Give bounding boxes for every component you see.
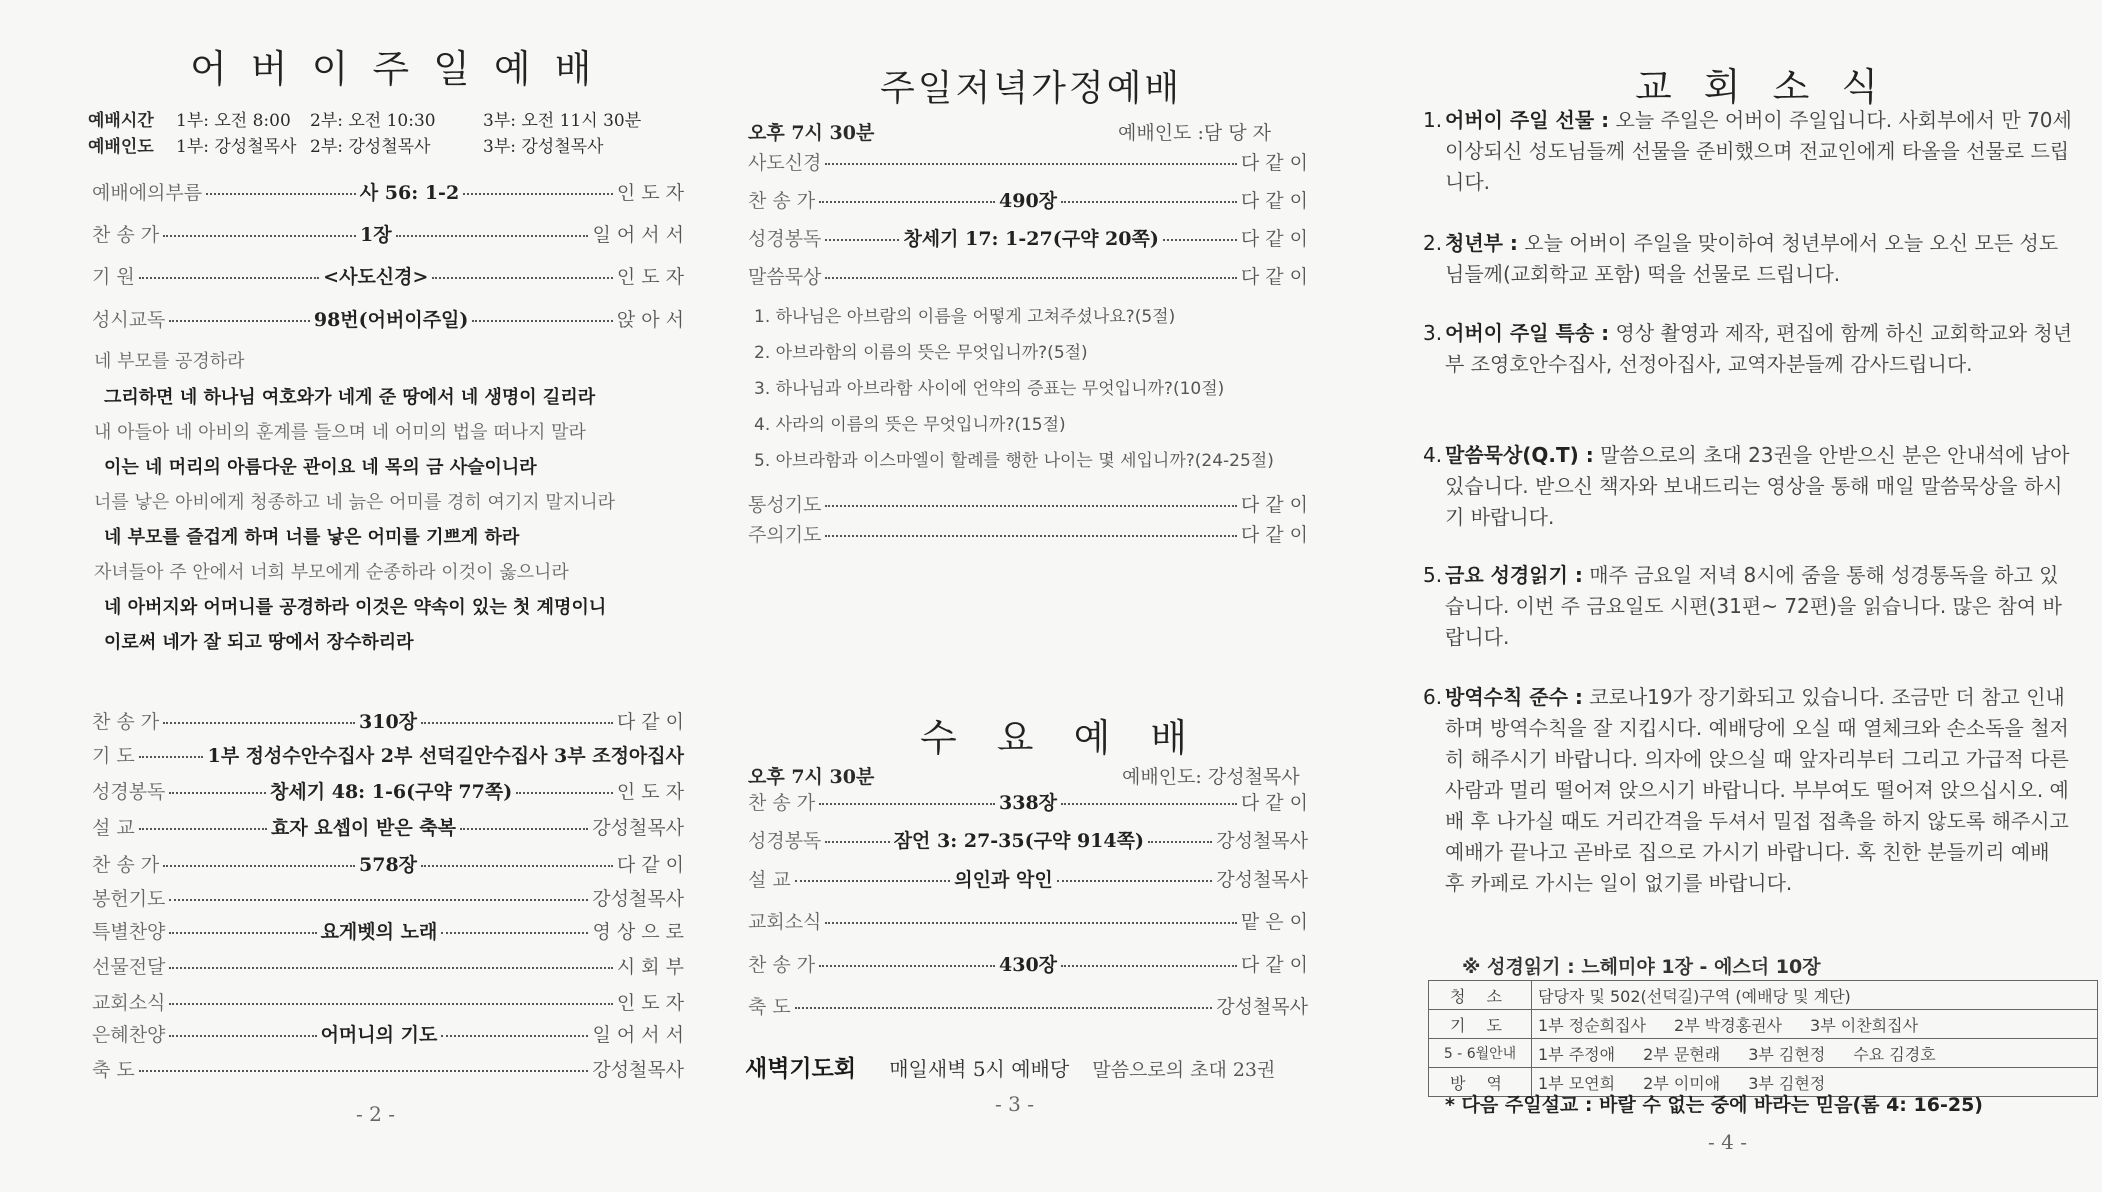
reading-line: 너를 낳은 아비에게 청종하고 네 늙은 어미를 경히 여기지 말지니라 <box>94 492 615 513</box>
duty-assignee: 3부 김현정 <box>1748 1073 1826 1093</box>
dot-leader <box>1061 201 1237 203</box>
order-assignee: 다 같 이 <box>616 854 685 876</box>
page-title: 어 버 이 주 일 예 배 <box>190 47 598 91</box>
leaders-label: 예배인도 <box>88 137 154 157</box>
dot-leader <box>825 535 1236 537</box>
page-3 <box>710 0 1350 1192</box>
order-label: 봉헌기도 <box>92 888 166 910</box>
news-body: 말씀으로의 초대 23권을 안받으신 분은 안내석에 남아 있습니다. 받으신 책자와 보내드리는 영상을 통해 매일 말씀묵상을 하시기 바랍니다. <box>1445 443 2070 529</box>
dot-leader <box>825 841 889 843</box>
order-row <box>92 988 684 1015</box>
news-number: 2. <box>1423 231 1443 255</box>
order-item: 1부 정성수안수집사 2부 선덕길안수집사 3부 조정아집사 <box>207 745 684 767</box>
order-assignee: 강성철목사 <box>592 888 684 910</box>
dot-leader <box>795 1007 1212 1009</box>
order-row <box>92 262 684 289</box>
order-assignee: 강성철목사 <box>592 817 684 839</box>
dot-leader <box>169 792 266 794</box>
news-body: 오늘 주일은 어버이 주일입니다. 사회부에서 만 70세 이상되신 성도님들께 선물을 준비했으며 전교인에게 타올을 선물로 드립니다. <box>1445 108 2072 194</box>
order-item: <사도신경> <box>323 266 429 288</box>
order-assignee: 강성철목사 <box>1216 830 1308 852</box>
order-assignee: 다 같 이 <box>1240 792 1309 814</box>
dot-leader <box>825 505 1236 507</box>
dot-leader <box>819 201 995 203</box>
dot-leader <box>825 277 1236 279</box>
time-1: 1부: 오전 8:00 <box>176 111 291 131</box>
order-label: 말씀묵상 <box>748 266 822 288</box>
dot-leader <box>1061 965 1237 967</box>
dot-leader <box>825 239 899 241</box>
news-body: 코로나19가 장기화되고 있습니다. 조금만 더 참고 인내하며 방역수칙을 잘 지킵시다. 예배당에 오실 때 열체크와 손소독을 철저히 해주시기 바랍니다. 의자에 앉으실 때 앞자리부터 그리고 가급적 다른 사람과 멀리 떨어져 앉으시기 바랍니다. 부부여도 떨어져 앉으십시오. 예배 후 나가실 때도 거리간격을 두셔서 밀접 접촉을 하지 않도록 해주시고 예배가 끝나고 곧바로 집으로 가시기 바랍니다. 혹 친한 분들끼리 예배 후 카페로 가시는 일이 없기를 바랍니다. <box>1445 685 2069 895</box>
order-label: 선물전달 <box>92 956 166 978</box>
order-row <box>92 884 684 911</box>
order-item: 어머니의 기도 <box>320 1024 438 1046</box>
question-item: 1. 하나님은 아브람의 이름을 어떻게 고쳐주셨나요?(5절) <box>754 307 1176 327</box>
dot-leader <box>169 932 316 934</box>
order-row <box>92 917 684 944</box>
order-assignee: 다 같 이 <box>1240 228 1308 250</box>
dot-leader <box>825 922 1236 924</box>
order-label: 찬 송 가 <box>748 792 816 814</box>
news-item <box>1423 440 2075 533</box>
order-row <box>92 707 684 734</box>
service-times <box>88 106 642 131</box>
duty-assignee: 1부 주정애 <box>1538 1044 1616 1064</box>
dot-leader <box>169 967 612 969</box>
news-body: 오늘 어버이 주일을 맞이하여 청년부에서 오늘 오신 모든 성도님들께(교회학교 포함) 떡을 선물로 드립니다. <box>1445 231 2059 286</box>
order-label: 성경봉독 <box>748 228 822 250</box>
dot-leader <box>516 792 613 794</box>
order-label: 교회소식 <box>748 911 822 933</box>
church-news-title: 교 회 소 식 <box>1635 65 1889 109</box>
dot-leader <box>441 932 588 934</box>
leader-3: 3부: 강성철목사 <box>483 137 604 157</box>
order-row <box>748 186 1308 213</box>
dot-leader <box>169 1003 612 1005</box>
time-3: 3부: 오전 11시 30분 <box>483 111 642 131</box>
order-label: 성시교독 <box>92 309 166 331</box>
duty-assignee: 담당자 및 502(선덕길)구역 (예배당 및 계단) <box>1538 986 1851 1006</box>
order-item: 요게벳의 노래 <box>320 921 438 943</box>
reading-line: 이로써 네가 잘 되고 땅에서 장수하리라 <box>104 632 414 653</box>
dot-leader <box>1148 841 1212 843</box>
news-item <box>1423 228 2075 290</box>
dot-leader <box>139 828 267 830</box>
dot-leader <box>139 277 319 279</box>
news-title: 어버이 주일 특송 : <box>1445 321 1610 345</box>
order-item: 효자 요셉이 받은 축복 <box>270 817 456 839</box>
order-row <box>748 224 1308 251</box>
order-assignee: 앉 아 서 <box>616 309 684 331</box>
dot-leader <box>472 320 612 322</box>
evening-time: 오후 7시 30분 <box>748 122 875 144</box>
wednesday-leader: 예배인도: 강성철목사 <box>1122 766 1300 788</box>
order-assignee: 맡 은 이 <box>1240 911 1308 933</box>
order-item: 310장 <box>359 711 418 733</box>
order-label: 찬 송 가 <box>92 224 160 246</box>
order-item: 578장 <box>359 854 418 876</box>
duty-row <box>1429 981 2098 1010</box>
reading-line: 자녀들아 주 안에서 너희 부모에게 순종하라 이것이 옳으니라 <box>94 562 569 583</box>
order-assignee: 강성철목사 <box>1216 996 1308 1018</box>
page-number: - 4 - <box>1708 1130 1747 1154</box>
order-label: 기 원 <box>92 266 135 288</box>
dawn-detail: 매일새벽 5시 예배당 <box>889 1057 1070 1081</box>
news-title: 금요 성경읽기 : <box>1445 563 1583 587</box>
order-row <box>92 305 684 332</box>
order-label: 통성기도 <box>748 494 822 516</box>
news-number: 4. <box>1423 443 1443 467</box>
order-label: 설 교 <box>92 817 135 839</box>
reading-line: 내 아들아 네 아비의 훈계를 들으며 네 어미의 법을 떠나지 말라 <box>94 422 586 443</box>
bible-reading: ※ 성경읽기 : 느헤미야 1장 - 에스더 10장 <box>1462 956 1821 978</box>
order-label: 예배에의부름 <box>92 182 203 204</box>
dot-leader <box>1163 239 1237 241</box>
news-item <box>1423 105 2075 198</box>
order-row <box>92 777 684 804</box>
wednesday-worship-title: 수 요 예 배 <box>920 716 1202 760</box>
evening-leader: 예배인도 :담 당 자 <box>1118 122 1271 144</box>
dot-leader <box>169 899 588 901</box>
reading-line: 네 아버지와 어머니를 공경하라 이것은 약속이 있는 첫 계명이니 <box>104 597 607 618</box>
order-row <box>748 826 1308 853</box>
dot-leader <box>795 880 951 882</box>
duty-assignee: 3부 김현정 <box>1748 1044 1826 1064</box>
order-row <box>92 813 684 840</box>
news-title: 청년부 : <box>1445 231 1518 255</box>
duty-assignee: 2부 문현래 <box>1643 1044 1721 1064</box>
dot-leader <box>169 320 309 322</box>
order-label: 찬 송 가 <box>92 711 160 733</box>
order-row <box>748 788 1308 815</box>
order-row <box>748 865 1308 892</box>
duty-cell <box>1532 1039 2098 1068</box>
service-leaders <box>88 132 604 157</box>
order-row <box>92 952 684 979</box>
dot-leader <box>169 1035 316 1037</box>
duty-head: 기 도 <box>1429 1010 1532 1039</box>
reading-line: 그리하면 네 하나님 여호와가 네게 준 땅에서 네 생명이 길리라 <box>104 387 596 408</box>
wednesday-time: 오후 7시 30분 <box>748 766 875 788</box>
order-label: 성경봉독 <box>92 781 166 803</box>
order-row <box>748 950 1308 977</box>
duty-row <box>1429 1039 2098 1068</box>
dot-leader <box>139 1070 588 1072</box>
dot-leader <box>460 828 588 830</box>
order-assignee: 인 도 자 <box>616 266 685 288</box>
order-assignee: 다 같 이 <box>1240 266 1308 288</box>
order-label: 성경봉독 <box>748 830 822 852</box>
order-row <box>92 178 684 205</box>
news-item <box>1423 560 2075 653</box>
order-row <box>748 907 1308 934</box>
order-row <box>92 1020 684 1047</box>
order-label: 찬 송 가 <box>748 954 816 976</box>
duty-head: 5 - 6월안내 <box>1429 1039 1532 1068</box>
order-label: 은혜찬양 <box>92 1024 166 1046</box>
order-label: 찬 송 가 <box>92 854 160 876</box>
dot-leader <box>432 277 612 279</box>
order-item: 490장 <box>999 190 1058 212</box>
order-row <box>92 850 684 877</box>
news-number: 6. <box>1423 685 1443 709</box>
order-assignee: 다 같 이 <box>1240 954 1309 976</box>
news-number: 3. <box>1423 321 1443 345</box>
dawn-prayer <box>745 1050 1275 1083</box>
dot-leader <box>463 193 613 195</box>
dawn-note: 말씀으로의 초대 23권 <box>1092 1059 1276 1081</box>
duty-assignee: 2부 이미애 <box>1643 1073 1721 1093</box>
order-label: 축 도 <box>92 1059 135 1081</box>
time-2: 2부: 오전 10:30 <box>310 111 436 131</box>
order-row <box>748 490 1308 517</box>
news-title: 어버이 주일 선물 : <box>1445 108 1610 132</box>
duty-head: 청 소 <box>1429 981 1532 1010</box>
order-row <box>748 148 1308 175</box>
page-number: - 3 - <box>995 1092 1034 1116</box>
evening-worship-title: 주일저녁가정예배 <box>880 68 1183 109</box>
news-body: 매주 금요일 저녁 8시에 줌을 통해 성경통독을 하고 있습니다. 이번 주 금요일도 시편(31편~ 72편)을 읽습니다. 많은 참여 바랍니다. <box>1445 563 2062 649</box>
dawn-title: 새벽기도회 <box>745 1055 857 1082</box>
order-assignee: 일 어 서 서 <box>592 1024 684 1046</box>
duty-cell <box>1532 1010 2098 1039</box>
leader-2: 2부: 강성철목사 <box>310 137 431 157</box>
question-item: 5. 아브라함과 이스마엘이 할례를 행한 나이는 몇 세입니까?(24-25절) <box>754 451 1274 471</box>
order-assignee: 일 어 서 서 <box>592 224 684 246</box>
leader-1: 1부: 강성철목사 <box>176 137 297 157</box>
question-item: 4. 사라의 이름의 뜻은 무엇입니까?(15절) <box>754 415 1066 435</box>
duty-assignee: 2부 박경홍권사 <box>1674 1015 1783 1035</box>
order-item: 의인과 악인 <box>954 869 1053 891</box>
dot-leader <box>421 865 613 867</box>
dot-leader <box>139 756 204 758</box>
order-assignee: 다 같 이 <box>1240 152 1308 174</box>
reading-line: 네 부모를 공경하라 <box>94 351 245 372</box>
order-assignee: 강성철목사 <box>1216 869 1309 891</box>
order-label: 주의기도 <box>748 524 822 546</box>
dot-leader <box>825 163 1236 165</box>
order-assignee: 다 같 이 <box>1240 494 1308 516</box>
order-row <box>748 262 1308 289</box>
dot-leader <box>1061 803 1237 805</box>
news-item <box>1423 318 2075 380</box>
order-assignee: 강성철목사 <box>592 1059 684 1081</box>
dot-leader <box>441 1035 588 1037</box>
order-assignee: 인 도 자 <box>616 182 684 204</box>
order-item: 잠언 3: 27-35(구약 914쪽) <box>893 830 1144 852</box>
duty-head: 방 역 <box>1429 1068 1532 1097</box>
times-label: 예배시간 <box>88 111 154 131</box>
dot-leader <box>421 722 613 724</box>
order-row <box>748 520 1308 547</box>
duty-table <box>1428 980 2098 1097</box>
order-assignee: 시 회 부 <box>616 956 684 978</box>
dot-leader <box>163 865 355 867</box>
order-label: 사도신경 <box>748 152 822 174</box>
order-label: 설 교 <box>748 869 791 891</box>
dot-leader <box>1057 880 1213 882</box>
news-number: 1. <box>1423 108 1443 132</box>
dot-leader <box>163 722 355 724</box>
order-assignee: 인 도 자 <box>616 992 684 1014</box>
duty-assignee: 1부 정순희집사 <box>1538 1015 1647 1035</box>
order-row <box>92 1055 684 1082</box>
dot-leader <box>396 235 589 237</box>
order-row <box>92 220 684 247</box>
order-item: 98번(어버이주일) <box>313 309 469 331</box>
dot-leader <box>819 965 995 967</box>
news-body: 영상 촬영과 제작, 편집에 함께 하신 교회학교와 청년부 조영호안수집사, 선정아집사, 교역자분들께 감사드립니다. <box>1445 321 2073 376</box>
news-item <box>1423 682 2075 899</box>
order-item: 430장 <box>999 954 1058 976</box>
order-label: 기 도 <box>92 745 135 767</box>
order-assignee: 다 같 이 <box>1240 524 1308 546</box>
order-item: 사 56: 1-2 <box>359 182 460 204</box>
order-label: 축 도 <box>748 996 791 1018</box>
page-number: - 2 - <box>356 1102 395 1126</box>
question-item: 3. 하나님과 아브라함 사이에 언약의 증표는 무엇입니까?(10절) <box>754 379 1225 399</box>
page-2 <box>0 0 710 1192</box>
next-sermon: * 다음 주일설교 : 바랄 수 없는 중에 바라는 믿음(롬 4: 16-25) <box>1445 1094 1983 1116</box>
order-item: 338장 <box>999 792 1058 814</box>
order-label: 교회소식 <box>92 992 166 1014</box>
order-item: 1장 <box>360 224 392 246</box>
order-assignee: 다 같 이 <box>1240 190 1309 212</box>
order-assignee: 인 도 자 <box>616 781 684 803</box>
reading-line: 네 부모를 즐겁게 하며 너를 낳은 어미를 기쁘게 하라 <box>104 527 520 548</box>
duty-row <box>1429 1010 2098 1039</box>
reading-line: 이는 네 머리의 아름다운 관이요 네 목의 금 사슬이니라 <box>104 457 537 478</box>
duty-cell <box>1532 981 2098 1010</box>
question-item: 2. 아브라함의 이름의 뜻은 무엇입니까?(5절) <box>754 343 1088 363</box>
order-label: 찬 송 가 <box>748 190 816 212</box>
order-label: 특별찬양 <box>92 921 166 943</box>
duty-assignee: 1부 모연희 <box>1538 1073 1616 1093</box>
news-title: 방역수칙 준수 : <box>1445 685 1583 709</box>
news-title: 말씀묵상(Q.T) : <box>1445 443 1594 467</box>
order-row <box>92 741 684 768</box>
duty-assignee: 3부 이찬희집사 <box>1810 1015 1919 1035</box>
order-item: 창세기 48: 1-6(구약 77쪽) <box>270 781 513 803</box>
order-item: 창세기 17: 1-27(구약 20쪽) <box>903 228 1159 250</box>
order-assignee: 다 같 이 <box>616 711 685 733</box>
order-row <box>748 992 1308 1019</box>
page-4 <box>1350 0 2102 1192</box>
order-assignee: 영 상 으 로 <box>592 921 684 943</box>
dot-leader <box>163 235 356 237</box>
dot-leader <box>206 193 356 195</box>
news-number: 5. <box>1423 563 1443 587</box>
dot-leader <box>819 803 995 805</box>
duty-assignee: 수요 김경호 <box>1853 1044 1936 1064</box>
